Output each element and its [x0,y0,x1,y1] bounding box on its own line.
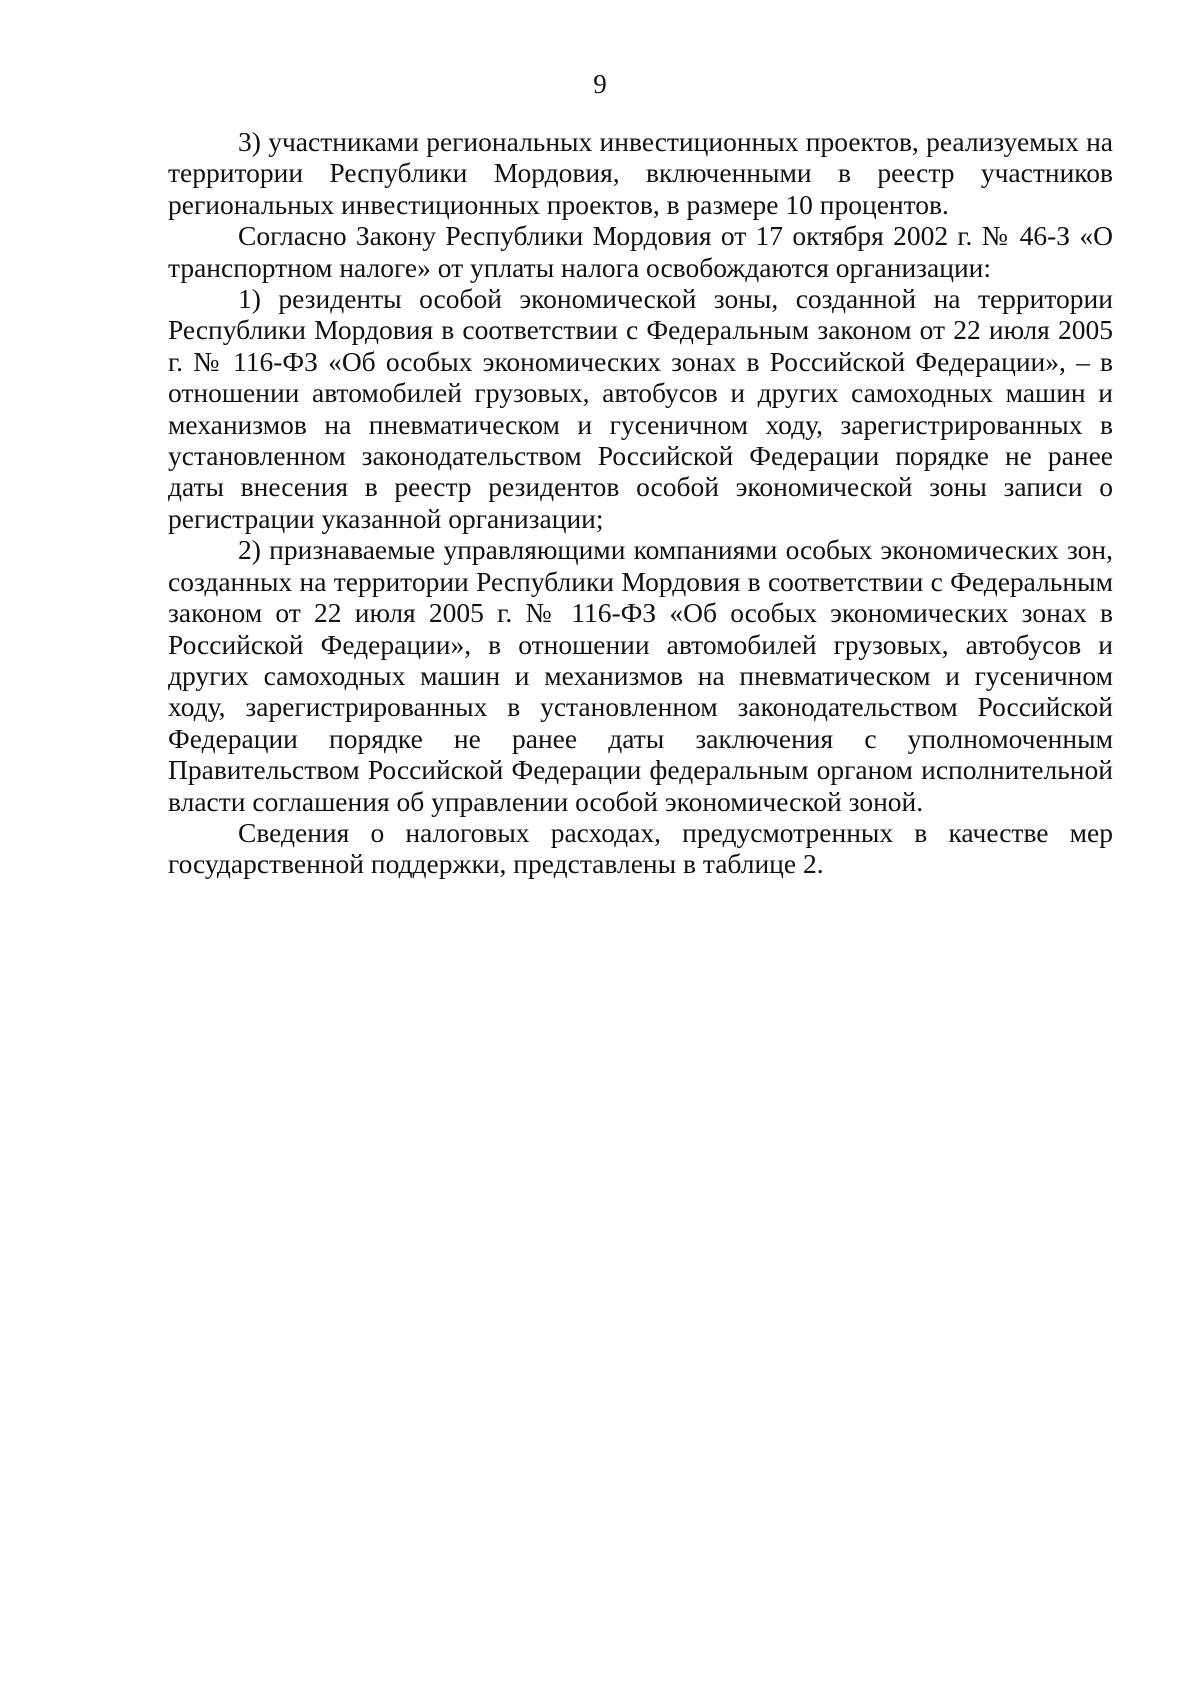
paragraph-sez-residents: 1) резиденты особой экономической зоны, созданной на территории Республики Мордовия в соответствии с Федеральным законом от 22 июля 2005 г. № 116-ФЗ «Об особых экономических зонах в Российской Федерации», – в отношении автомобилей грузовых, автобусов и других самоходных машин и механизмов на пневматическом и гусеничном ходу, зарегистрированных в установленном законодательством Российской Федерации порядке не ранее даты внесения в реестр резидентов особой экономической зоны записи о регистрации указанной организации; [168,283,1113,534]
page-number: 9 [593,69,607,99]
paragraph-transport-tax-law: Согласно Закону Республики Мордовия от 17 октября 2002 г. № 46-З «О транспортном налоге» от уплаты налога освобождаются организации: [168,220,1113,283]
paragraph-investment-projects: 3) участниками региональных инвестиционных проектов, реализуемых на территории Республики Мордовия, включенными в реестр участников региональных инвестиционных проектов, в размере 10 процентов. [168,126,1113,220]
paragraph-sez-management-companies: 2) признаваемые управляющими компаниями особых экономических зон, созданных на территории Республики Мордовия в соответствии с Федеральным законом от 22 июля 2005 г. № 116-ФЗ «Об особых экономических зонах в Российской Федерации», в отношении автомобилей грузовых, автобусов и других самоходных машин и механизмов на пневматическом и гусеничном ходу, зарегистрированных в установленном законодательством Российской Федерации порядке не ранее даты заключения с уполномоченным Правительством Российской Федерации федеральным органом исполнительной власти соглашения об управлении особой экономической зоной. [168,534,1113,817]
document-body [168,126,1113,880]
paragraph-tax-expenditures-table-reference: Сведения о налоговых расходах, предусмотренных в качестве мер государственной поддержки, представлены в таблице 2. [168,816,1113,880]
